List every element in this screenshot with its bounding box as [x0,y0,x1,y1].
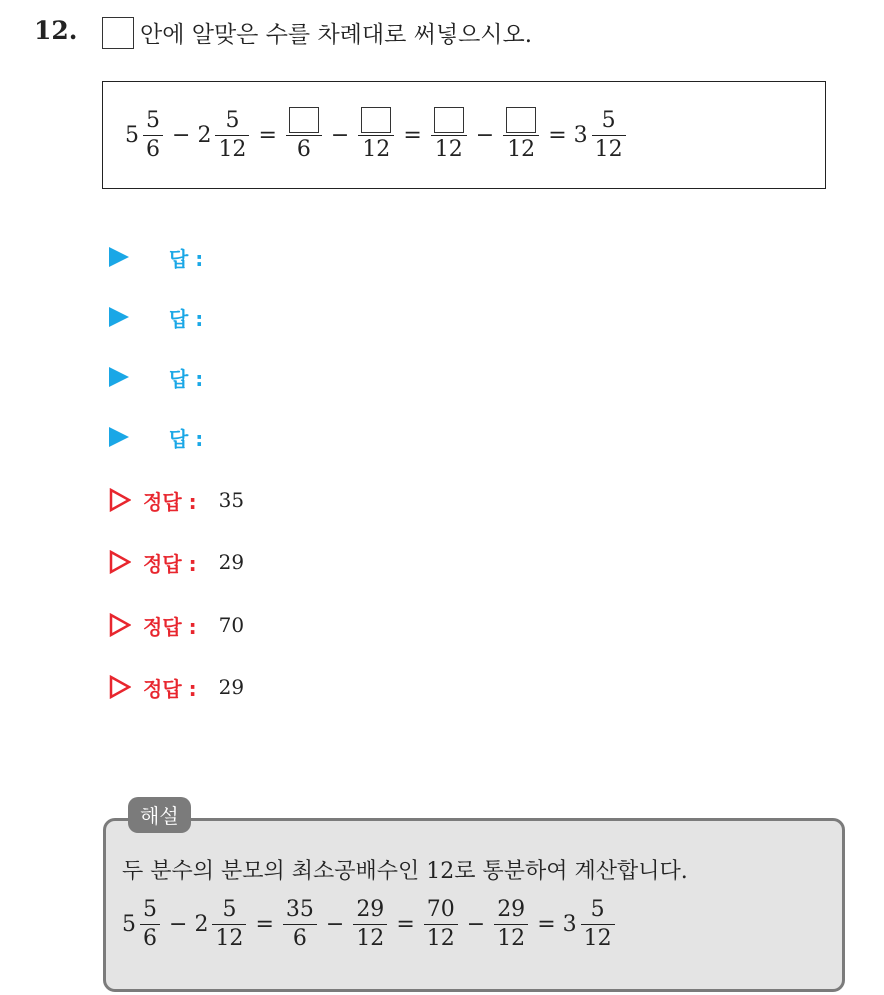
solution-label: 정답 : [143,676,197,701]
solution-value: 29 [218,550,245,574]
minus-sign: − [466,912,486,937]
blank-fraction-3: 12 [431,107,467,164]
minus-sign: − [172,122,191,148]
blank-fraction-4: 12 [503,107,539,164]
solution-row [109,545,244,579]
fraction: $\frac{29}{12}$ [353,896,387,953]
blank-input-box[interactable] [361,107,391,133]
fraction: $\frac{35}{6}$ [283,896,317,953]
whole-number: 5 [125,122,139,148]
solution-row [109,608,244,642]
whole-number: 3 [573,122,588,148]
play-arrow-icon [109,427,129,447]
equals-sign: = [258,122,277,148]
blank-input-box[interactable] [434,107,464,133]
fraction: $\frac{5}{12}$ [581,896,615,953]
answer-row[interactable] [109,420,203,454]
equals-sign: = [548,122,567,148]
answer-label: 답 : [169,246,204,271]
answer-row[interactable] [109,240,203,274]
play-arrow-icon [109,367,129,387]
solution-value: 29 [218,675,245,699]
minus-sign: − [475,122,495,148]
whole-number: 2 [194,912,209,937]
whole-number: 3 [562,912,577,937]
equals-sign: = [403,122,422,148]
answer-label: 답 : [169,366,204,391]
play-arrow-icon [109,247,129,267]
answer-row[interactable] [109,360,203,394]
equation [125,107,628,164]
question-number: 12. [34,16,78,45]
equation-box [102,81,826,189]
solution-value: 35 [218,488,245,512]
equals-sign: = [255,912,274,937]
outline-arrow-icon [109,550,131,574]
outline-arrow-icon [109,488,131,512]
whole-number: 2 [197,122,212,148]
blank-fraction-2: 12 [358,107,394,164]
answer-label: 답 : [169,426,204,451]
fraction: $\frac{70}{12}$ [424,896,458,953]
explanation-equation [122,896,617,953]
whole-number: 5 [122,912,136,937]
solution-label: 정답 : [143,489,197,514]
result-fraction: $\frac{5}{12}$ [592,107,626,164]
blank-input-box[interactable] [506,107,536,133]
question-prompt [102,16,532,49]
fraction: $\frac{29}{12}$ [494,896,528,953]
equals-sign: = [537,912,556,937]
explanation-tag: 해설 [128,797,191,833]
fraction: $\frac{5}{12}$ [215,107,249,164]
answer-label: 답 : [169,306,204,331]
blank-box-icon [102,17,134,49]
blank-input-box[interactable] [289,107,319,133]
explanation-text: 두 분수의 분모의 최소공배수인 12로 통분하여 계산합니다. [122,859,688,884]
solution-value: 70 [218,613,245,637]
play-arrow-icon [109,307,129,327]
minus-sign: − [325,912,345,937]
fraction: $\frac{5}{6}$ [143,107,163,164]
solution-label: 정답 : [143,551,197,576]
solution-row [109,483,244,517]
blank-fraction-1: 6 [286,107,322,164]
minus-sign: − [169,912,188,937]
solution-label: 정답 : [143,614,197,639]
question-text: 안에 알맞은 수를 차례대로 써넣으시오. [140,22,533,48]
outline-arrow-icon [109,613,131,637]
answer-row[interactable] [109,300,203,334]
solution-row [109,670,244,704]
fraction: $\frac{5}{6}$ [140,896,160,953]
minus-sign: − [330,122,350,148]
fraction: $\frac{5}{12}$ [212,896,246,953]
outline-arrow-icon [109,675,131,699]
equals-sign: = [396,912,415,937]
